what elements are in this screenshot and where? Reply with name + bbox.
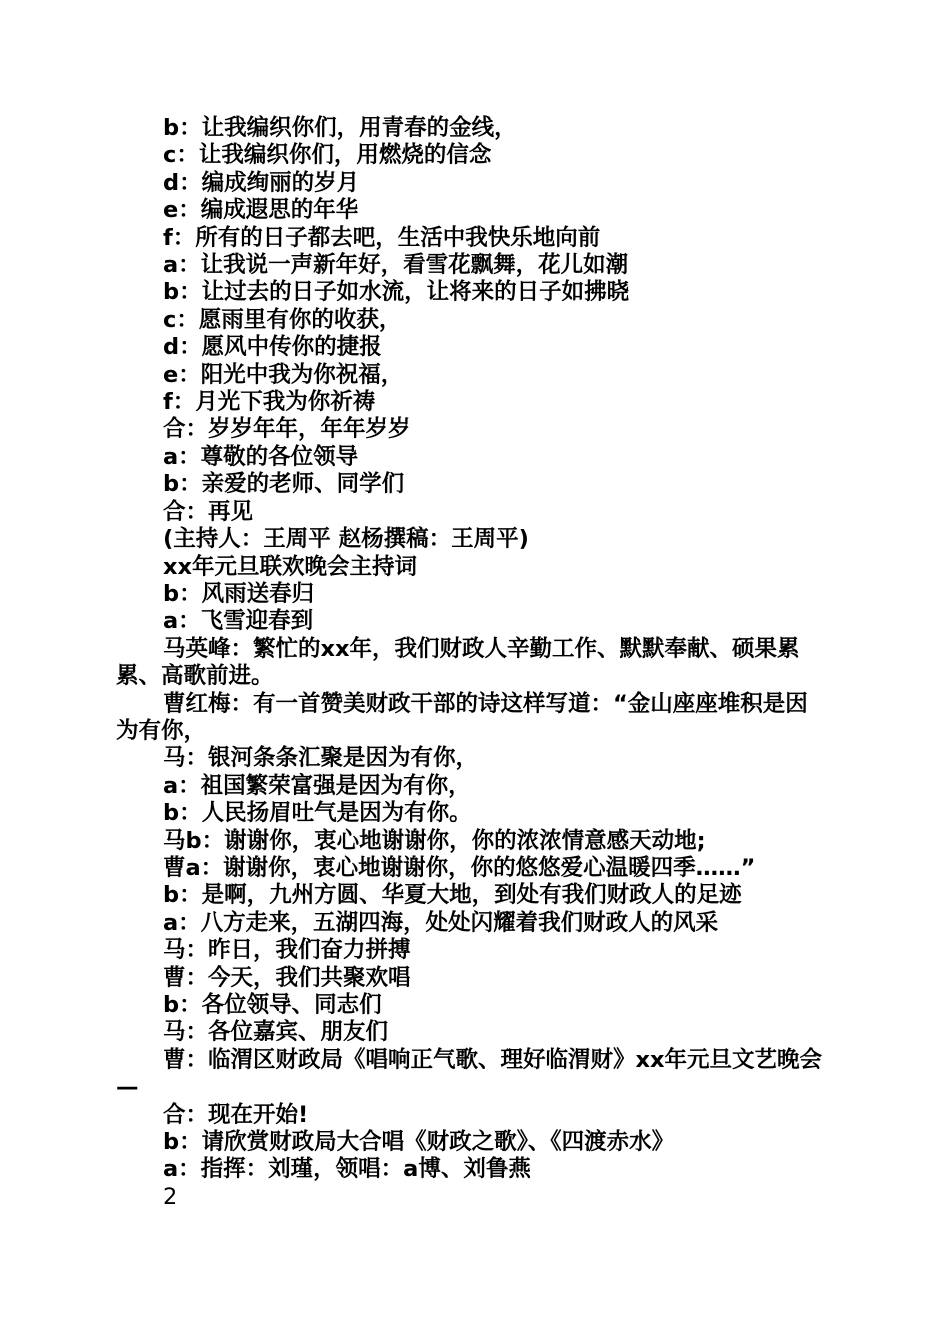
text-line: b：风雨送春归 (163, 580, 315, 607)
page-number: 2 (163, 1183, 178, 1210)
text-line: 合：岁岁年年，年年岁岁 (163, 416, 411, 443)
text-line: 曹红梅：有一首赞美财政干部的诗这样写道：“金山座座堆积是因为有你， (116, 690, 808, 744)
text-line: e：编成遐思的年华 (163, 197, 359, 224)
text-line: c：让我编织你们，用燃烧的信念 (163, 142, 492, 169)
text-line: 马：昨日，我们奋力拼搏 (163, 937, 411, 964)
text-line: b：各位领导、同志们 (163, 992, 382, 1018)
text-line: 马b：谢谢你，衷心地谢谢你，你的浓浓情意感天动地; (163, 827, 706, 854)
text-line: b：让我编织你们，用青春的金线， (163, 115, 517, 141)
script-text (116, 115, 826, 1211)
text-line: a：八方走来，五湖四海，处处闪耀着我们财政人的风采 (163, 909, 719, 936)
text-line: d：编成绚丽的岁月 (163, 169, 360, 196)
text-line: 曹：今天，我们共聚欢唱 (163, 964, 411, 991)
text-line: (主持人：王周平 赵杨撰稿：王周平) (163, 526, 529, 553)
text-line: 曹：临渭区财政局《唱响正气歌、理好临渭财》xx年元旦文艺晚会— (116, 1046, 823, 1101)
text-line: 合：现在开始! (163, 1101, 309, 1128)
text-line: c：愿雨里有你的收获， (163, 306, 402, 333)
text-line: 曹a：谢谢你，衷心地谢谢你，你的悠悠爱心温暖四季……” (163, 854, 756, 881)
text-line: a：让我说一声新年好，看雪花飘舞，花儿如潮 (163, 252, 629, 279)
text-line: b：让过去的日子如水流，让将来的日子如拂晓 (163, 279, 630, 306)
text-line: a：飞雪迎春到 (163, 608, 314, 635)
text-line: 合：再见 (163, 498, 254, 525)
text-line: b：人民扬眉吐气是因为有你。 (163, 800, 472, 827)
text-line: e：阳光中我为你祝福， (163, 361, 404, 388)
text-line: a：指挥：刘瑾，领唱：a博、刘鲁燕 (163, 1156, 531, 1183)
text-line: f：所有的日子都去吧，生活中我快乐地向前 (163, 224, 601, 251)
text-line: b：亲爱的老师、同学们 (163, 471, 405, 498)
text-line: b：请欣赏财政局大合唱《财政之歌》、《四渡赤水》 (163, 1129, 675, 1156)
text-line: a：尊敬的各位领导 (163, 443, 359, 470)
section-title: xx年元旦联欢晚会主持词 (163, 553, 418, 580)
text-line: 马：各位嘉宾、朋友们 (163, 1019, 389, 1046)
text-line: f：月光下我为你祈祷 (163, 389, 376, 416)
text-line: a：祖国繁荣富强是因为有你， (163, 772, 471, 799)
text-line: d：愿风中传你的捷报 (163, 334, 382, 361)
text-line: 马英峰：繁忙的xx年，我们财政人辛勤工作、默默奉献、硕果累累、高歌前进。 (116, 635, 800, 690)
text-line: b：是啊，九州方圆、华夏大地，到处有我们财政人的足迹 (163, 882, 742, 909)
text-line: 马：银河条条汇聚是因为有你， (163, 745, 479, 772)
